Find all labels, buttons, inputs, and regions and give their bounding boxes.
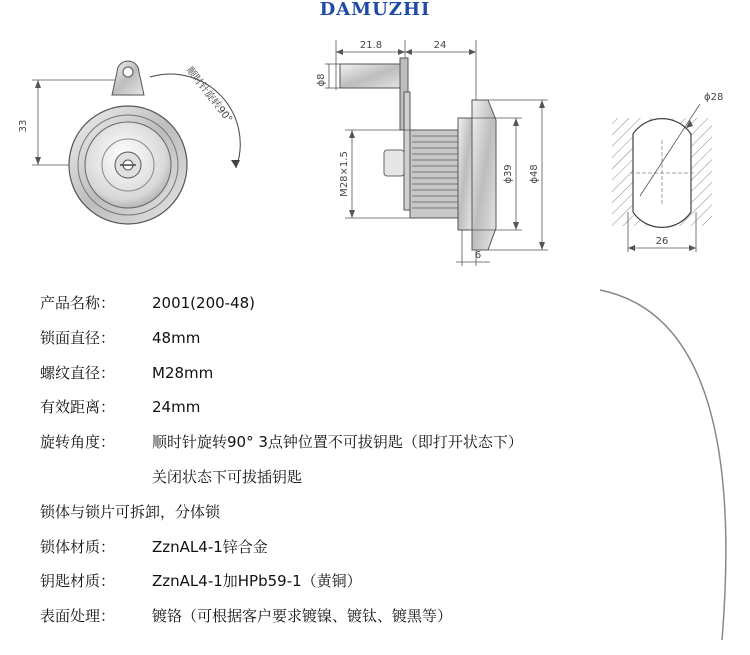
spec-label: 表面处理： (40, 607, 116, 626)
spec-label: 旋转角度： (40, 433, 116, 452)
spec-row (40, 601, 700, 636)
dim-cutout-dia: ϕ28 (704, 92, 724, 103)
spec-value: 48mm (152, 328, 201, 347)
spec-row (40, 462, 700, 497)
dim-bottom: 6 (474, 250, 482, 261)
spec-row (40, 358, 700, 393)
spec-value: 关闭状态下可拔插钥匙 (152, 467, 303, 486)
dim-face: ϕ48 (529, 164, 540, 184)
spec-value: ZznAL4-1加HPb59-1（黄铜） (152, 572, 362, 591)
spec-row (40, 566, 700, 601)
spec-value: 顺时针旋转90° 3点钟位置不可拔钥匙（即打开状态下） (152, 433, 523, 452)
dim-top-right: 24 (433, 40, 447, 51)
spec-row (40, 497, 700, 532)
spec-value: 24mm (152, 398, 201, 417)
rotation-note: 顺时针旋转90° (183, 65, 235, 126)
spec-value: M28mm (152, 363, 214, 382)
spec-label: 有效距离： (40, 398, 116, 417)
spec-label: 产品名称： (40, 294, 116, 312)
spec-value: 锁体与锁片可拆卸，分体锁 (40, 502, 221, 521)
spec-row (40, 323, 700, 358)
spec-row (40, 427, 700, 462)
spec-value: 镀铬（可根据客户要求镀镍、镀钛、镀黑等） (152, 607, 453, 626)
dim-thread: M28×1.5 (339, 151, 350, 197)
dim-height: 33 (18, 119, 29, 133)
cutout-view (612, 92, 723, 252)
spec-value: ZznAL4-1锌合金 (152, 537, 268, 556)
technical-drawing (0, 0, 750, 290)
dim-nut: ϕ39 (503, 164, 514, 184)
spec-list (40, 288, 700, 636)
brand-logo: DAMUZHI (319, 0, 431, 20)
spec-label: 锁面直径： (40, 328, 116, 347)
spec-label: 螺纹直径： (40, 363, 116, 382)
spec-label: 钥匙材质： (40, 572, 116, 591)
spec-value: 2001(200-48) (152, 294, 256, 312)
side-view (316, 40, 548, 266)
dim-cutout-width: 26 (655, 236, 669, 247)
spec-row (40, 392, 700, 427)
spec-row (40, 532, 700, 567)
dim-top-left: 21.8 (359, 40, 383, 51)
front-view (18, 61, 240, 224)
dim-shaft: ϕ8 (316, 73, 327, 87)
spec-label: 锁体材质： (40, 537, 116, 556)
spec-row (40, 288, 700, 323)
